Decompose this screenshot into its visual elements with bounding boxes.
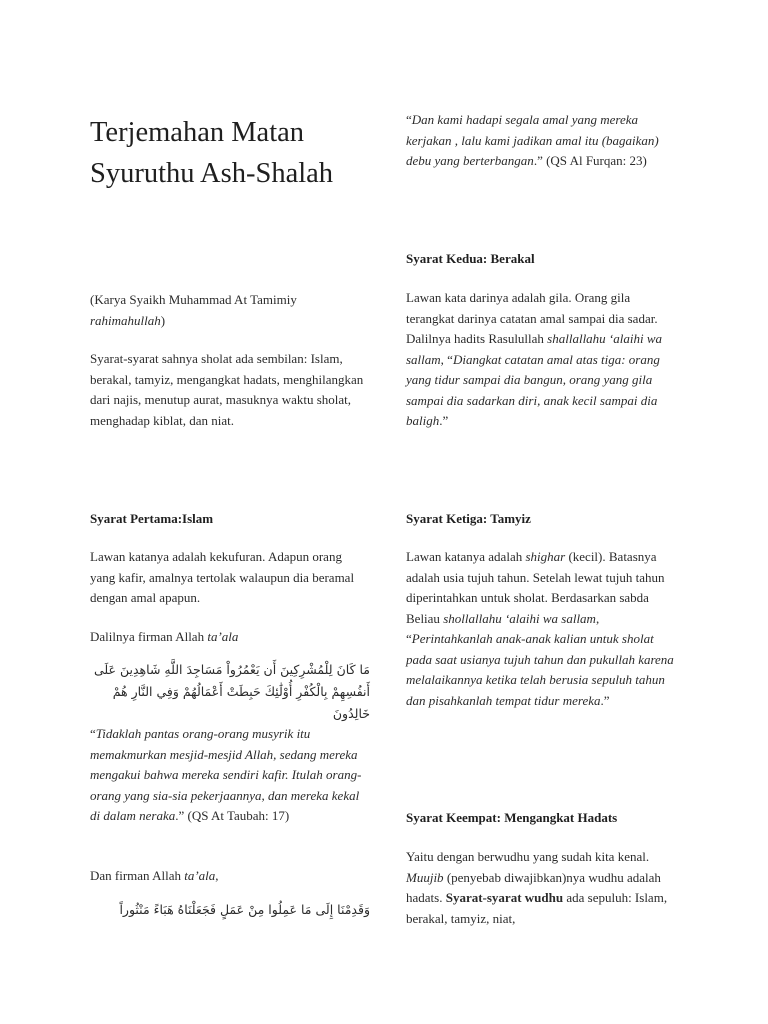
heading-syarat-pertama: Syarat Pertama:Islam bbox=[90, 511, 214, 526]
author-honorific: rahimahullah bbox=[90, 312, 161, 328]
author-line: (Karya Syaikh Muhammad At Tamimiy rahimahullah) bbox=[90, 292, 297, 328]
quote-furqan: “Dan kami hadapi segala amal yang mereka kerjakan , lalu kami jadikan amal itu (bagaikan) debu yang berterbangan.” (QS Al Furqan: 23) bbox=[406, 112, 659, 168]
arabic-verse-1: مَا كَانَ لِلْمُشْرِكِينَ أَن يَعْمُرُواْ مَسَاجِدَ اللَّهِ شَاهِدِينَ عَلَى أَنفُسِهِمْ بِالْكُفْرِ أُوْلَٰئِكَ حَبِطَتْ أَعْمَالُهُمْ وَفِي النَّارِ هُمْ خَالِدُونَ bbox=[94, 662, 370, 721]
dalil-line-2: Dan firman Allah ta’ala, bbox=[90, 868, 219, 883]
paragraph-hadats: Yaitu dengan berwudhu yang sudah kita kenal. Muujib (penyebab diwajibkan)nya wudhu adalah hadats. Syarat-syarat wudhu ada sepuluh: Islam, berakal, tamyiz, niat, bbox=[406, 849, 668, 926]
document-title: Terjemahan Matan Syuruthu Ash-Shalah bbox=[90, 117, 334, 189]
heading-syarat-keempat: Syarat Keempat: Mengangkat Hadats bbox=[406, 810, 618, 825]
paragraph-tamyiz: Lawan katanya adalah shighar (kecil). Batasnya adalah usia tujuh tahun. Setelah lewat tujuh tahun diperintahkan untuk sholat. Berdasarkan sabda Beliau shollallahu ‘alaihi wa sallam, “Perintahkanlah anak-anak kalian untuk sholat pada saat usianya tujuh tahun dan pukullah karena melalaikannya ketika telah berusia sepuluh tahun dan pisahkanlah tempat tidur mereka.” bbox=[406, 549, 674, 708]
arabic-verse-2: وَقَدِمْنَا إِلَى مَا عَمِلُوا مِنْ عَمَلٍ فَجَعَلْنَاهُ هَبَاءً مَنْثُوراً bbox=[119, 902, 370, 917]
paragraph-berakal: Lawan kata darinya adalah gila. Orang gila terangkat darinya catatan amal sampai dia sadar. Dalilnya hadits Rasulullah shallallahu ‘alaihi wa sallam, “Diangkat catatan amal atas tiga: orang yang tidur sampai dia bangun, orang yang gila sampai dia sadarkan diri, anak kecil sampai dia baligh.” bbox=[406, 290, 663, 428]
intro-paragraph: Syarat-syarat sahnya sholat ada sembilan: Islam, berakal, tamyiz, mengangkat hadats, menghilangkan dari najis, menutup aurat, masuknya waktu sholat, menghadap kiblat, dan niat. bbox=[90, 351, 364, 428]
heading-syarat-ketiga: Syarat Ketiga: Tamyiz bbox=[406, 511, 531, 526]
dalil-line-1: Dalilnya firman Allah ta’ala bbox=[90, 629, 239, 644]
paragraph-islam: Lawan katanya adalah kekufuran. Adapun orang yang kafir, amalnya tertolak walaupun dia beramal dengan amal apapun. bbox=[90, 549, 355, 605]
quote-taubah: “Tidaklah pantas orang-orang musyrik itu memakmurkan mesjid-mesjid Allah, sedang mereka mengakui bahwa mereka sendiri kafir. Itulah orang-orang yang sia-sia pekerjaannya, dan mereka kekal di dalam neraka.” (QS At Taubah: 17) bbox=[90, 726, 362, 823]
heading-syarat-kedua: Syarat Kedua: Berakal bbox=[406, 251, 535, 266]
